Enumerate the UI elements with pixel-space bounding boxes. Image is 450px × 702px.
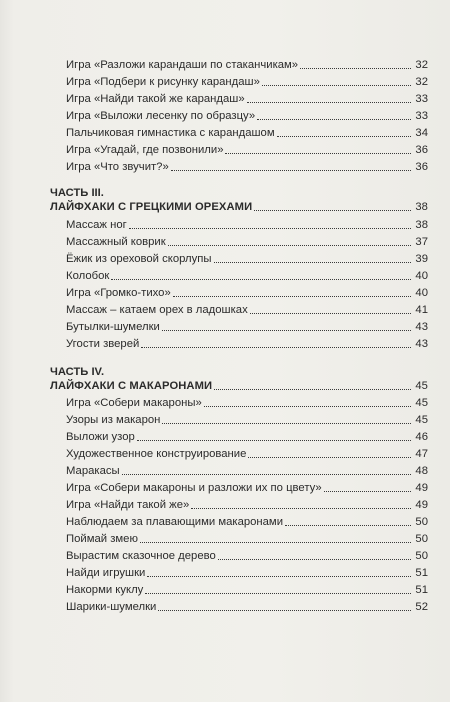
- toc-entry-title: Игра «Собери макароны и разложи их по цвету»: [66, 482, 322, 494]
- dot-leader: [324, 491, 411, 492]
- toc-entry: [66, 90, 428, 106]
- toc-entry: [66, 335, 428, 351]
- toc-entry-title: Поймай змею: [66, 533, 138, 545]
- dot-leader: [248, 457, 411, 458]
- toc-entry-title: Ёжик из ореховой скорлупы: [66, 253, 212, 265]
- toc-entry-title: Игра «Что звучит?»: [66, 161, 169, 173]
- dot-leader: [225, 153, 411, 154]
- dot-leader: [250, 313, 411, 314]
- dot-leader: [122, 474, 411, 475]
- toc-entry: [66, 547, 428, 563]
- dot-leader: [162, 423, 411, 424]
- toc-entry-page: 36: [415, 161, 428, 173]
- toc-entry-title: Найди игрушки: [66, 567, 146, 579]
- toc-entry: [66, 318, 428, 334]
- toc-entry-page: 50: [415, 550, 428, 562]
- toc-entry-page: 49: [415, 499, 428, 511]
- toc-entry: [66, 564, 428, 580]
- dot-leader: [285, 525, 411, 526]
- toc-entry: [66, 462, 428, 478]
- toc-entry-page: 51: [415, 584, 428, 596]
- toc-entry: [66, 124, 428, 140]
- dot-leader: [147, 576, 411, 577]
- dot-leader: [162, 330, 411, 331]
- part-heading-page: 45: [415, 380, 428, 392]
- toc-entry-title: Маракасы: [66, 465, 120, 477]
- toc-entry-page: 36: [415, 144, 428, 156]
- toc-entry-page: 43: [415, 321, 428, 333]
- part-heading-title: ЛАЙФХАКИ С МАКАРОНАМИ: [50, 380, 213, 392]
- dot-leader: [191, 508, 411, 509]
- toc-entry-page: 45: [415, 397, 428, 409]
- toc-entry-title: Игра «Разложи карандаши по стаканчикам»: [66, 59, 299, 71]
- dot-leader: [257, 119, 411, 120]
- toc-entry: [66, 411, 428, 427]
- part-heading: [50, 377, 428, 393]
- toc-entry: [66, 216, 428, 232]
- dot-leader: [214, 389, 411, 390]
- toc-entry-page: 40: [415, 287, 428, 299]
- toc-entry-title: Художественное конструирование: [66, 448, 247, 460]
- toc-entry-page: 32: [415, 76, 428, 88]
- toc-entry: [66, 56, 428, 72]
- toc-entry-page: 38: [415, 219, 428, 231]
- toc-entry-title: Вырастим сказочное дерево: [66, 550, 216, 562]
- dot-leader: [247, 102, 411, 103]
- dot-leader: [214, 262, 411, 263]
- part-heading-title: ЛАЙФХАКИ С ГРЕЦКИМИ ОРЕХАМИ: [50, 201, 253, 213]
- toc-entry-title: Игра «Угадай, где позвонили»: [66, 144, 224, 156]
- toc-entry: [66, 250, 428, 266]
- part-heading-page: 38: [415, 201, 428, 213]
- toc-entry: [66, 530, 428, 546]
- toc-entry: [66, 233, 428, 249]
- dot-leader: [218, 559, 411, 560]
- dot-leader: [173, 296, 411, 297]
- dot-leader: [111, 279, 411, 280]
- toc-entry: [66, 394, 428, 410]
- toc-entry: [66, 598, 428, 614]
- toc-entry: [66, 513, 428, 529]
- toc-entry-page: 51: [415, 567, 428, 579]
- toc-entry-title: Игра «Громко-тихо»: [66, 287, 171, 299]
- toc-entry-title: Игра «Выложи лесенку по образцу»: [66, 110, 256, 122]
- toc-entry: [66, 73, 428, 89]
- toc-entry-page: 48: [415, 465, 428, 477]
- part-label: ЧАСТЬ III.: [50, 187, 104, 199]
- toc-entry-page: 32: [415, 59, 428, 71]
- toc-entry: [66, 267, 428, 283]
- toc-entry: [66, 428, 428, 444]
- toc-entry-title: Игра «Найди такой же»: [66, 499, 190, 511]
- toc-entry-title: Угости зверей: [66, 338, 140, 350]
- toc-entry: [66, 445, 428, 461]
- toc-entry-title: Пальчиковая гимнастика с карандашом: [66, 127, 275, 139]
- dot-leader: [137, 440, 411, 441]
- part-label: ЧАСТЬ IV.: [50, 366, 105, 378]
- dot-leader: [204, 406, 411, 407]
- dot-leader: [171, 170, 411, 171]
- toc-entry-title: Узоры из макарон: [66, 414, 161, 426]
- toc-entry-title: Шарики-шумелки: [66, 601, 157, 613]
- toc-entry: [66, 107, 428, 123]
- toc-entry-title: Наблюдаем за плавающими макаронами: [66, 516, 284, 528]
- toc-entry-page: 50: [415, 533, 428, 545]
- toc-entry: [66, 496, 428, 512]
- dot-leader: [277, 136, 411, 137]
- toc-entry: [66, 479, 428, 495]
- toc-entry-title: Бутылки-шумелки: [66, 321, 160, 333]
- part-heading: [50, 198, 428, 214]
- toc-entry-title: Выложи узор: [66, 431, 135, 443]
- toc-entry: [66, 301, 428, 317]
- toc-entry-page: 46: [415, 431, 428, 443]
- toc-entry-page: 49: [415, 482, 428, 494]
- toc-entry: [66, 141, 428, 157]
- dot-leader: [145, 593, 411, 594]
- toc-entry-page: 40: [415, 270, 428, 282]
- toc-entry-title: Игра «Найди такой же карандаш»: [66, 93, 245, 105]
- dot-leader: [141, 347, 411, 348]
- toc-entry-page: 41: [415, 304, 428, 316]
- toc-entry-page: 33: [415, 93, 428, 105]
- toc-entry-page: 45: [415, 414, 428, 426]
- dot-leader: [262, 85, 411, 86]
- toc-entry-title: Колобок: [66, 270, 110, 282]
- dot-leader: [254, 210, 411, 211]
- dot-leader: [140, 542, 411, 543]
- toc-entry-title: Массаж ног: [66, 219, 127, 231]
- dot-leader: [129, 228, 411, 229]
- toc-entry: [66, 284, 428, 300]
- toc-entry-title: Игра «Подбери к рисунку карандаш»: [66, 76, 260, 88]
- toc-entry-page: 34: [415, 127, 428, 139]
- toc-entry-title: Накорми куклу: [66, 584, 144, 596]
- toc-entry: [66, 581, 428, 597]
- toc-entry-title: Массаж – катаем орех в ладошках: [66, 304, 248, 316]
- toc-entry-page: 43: [415, 338, 428, 350]
- dot-leader: [300, 68, 411, 69]
- toc-entry: [66, 158, 428, 174]
- dot-leader: [158, 610, 411, 611]
- toc-entry-page: 37: [415, 236, 428, 248]
- dot-leader: [168, 245, 411, 246]
- toc-entry-page: 39: [415, 253, 428, 265]
- toc-entry-page: 33: [415, 110, 428, 122]
- toc-entry-title: Игра «Собери макароны»: [66, 397, 202, 409]
- toc-entry-page: 50: [415, 516, 428, 528]
- toc-entry-title: Массажный коврик: [66, 236, 166, 248]
- toc-entry-page: 47: [415, 448, 428, 460]
- toc-entry-page: 52: [415, 601, 428, 613]
